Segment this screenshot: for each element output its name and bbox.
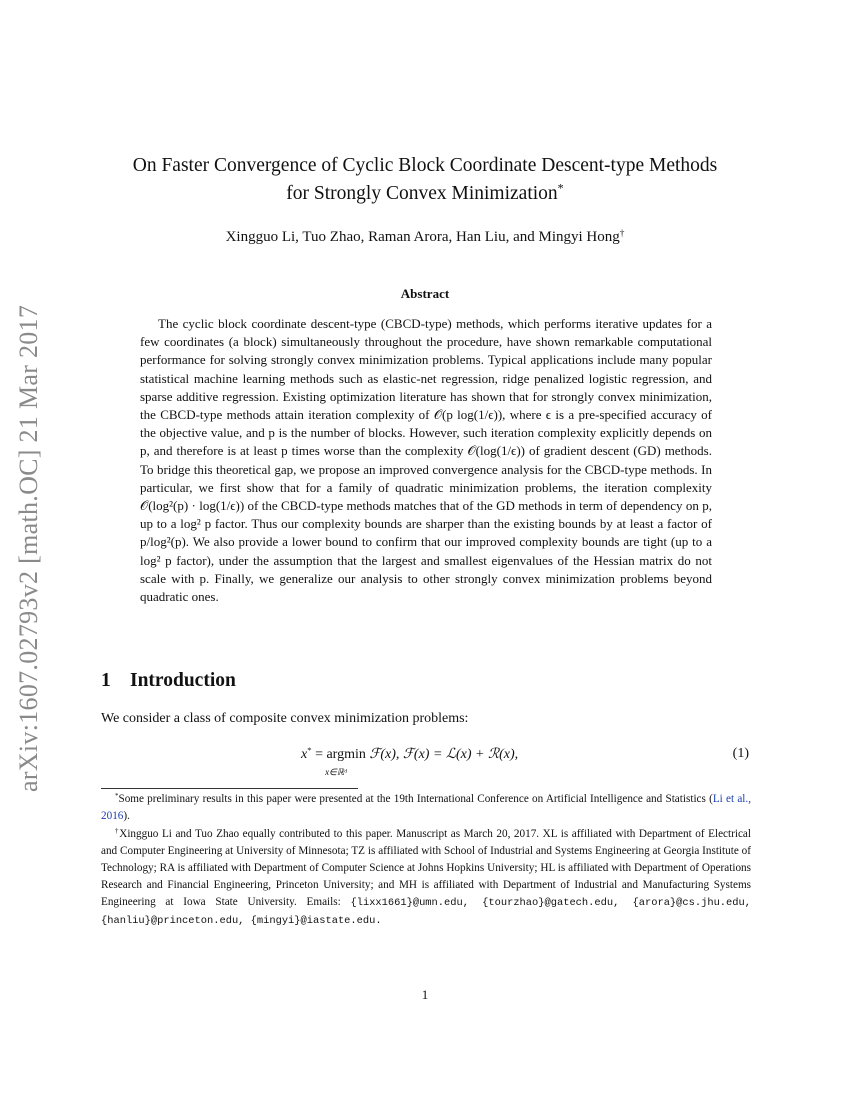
abstract-heading: Abstract [400,286,450,301]
equation-subscript: x∈ℝᵈ [325,767,347,777]
title-line-2-text: for Strongly Convex Minimization [286,183,558,204]
section-number: 1 [101,670,111,691]
abstract-body: The cyclic block coordinate descent-type (CBCD-type) methods, which performs iterative updates for a few coordinates (a block) simultaneously throughout the procedure, have shown remarkable computational performance for solving strongly convex minimization problems. Typical applications include many popular statistical machine learning methods such as elastic-net regression, ridge penalized logistic regression, and sparse additive regression. Existing optimization literature has shown that for strongly convex minimization, the CBCD-type methods attain iteration complexity of 𝒪(p log(1/ϵ)), where ϵ is a pre-specified accuracy of the objective value, and p is the number of blocks. However, such iteration complexity explicitly depends on p, and therefore is at least p times worse than the complexity 𝒪(log(1/ϵ)) of gradient descent (GD) methods. To bridge this theoretical gap, we propose an improved convergence analysis for the CBCD-type methods. In particular, we first show that for a family of quadratic minimization problems, the iteration complexity 𝒪(log²(p) · log(1/ϵ)) of the CBCD-type methods matches that of the GD methods in term of dependency on p, up to a log² p factor. Thus our complexity bounds are sharper than the existing bounds by at least a factor of p/log²(p). We also provide a lower bound to confirm that our improved complexity bounds are tight (up to a log² p factor), under the assumption that the largest and smallest eigenvalues of the Hessian matrix do not scale with p. Finally, we generalize our analysis to other strongly convex minimization problems beyond quadratic ones. [140,316,712,605]
equation-lhs-sup: * [307,745,312,756]
intro-paragraph: We consider a class of composite convex minimization problems: [101,711,469,726]
footnote-1 [101,791,751,825]
section-heading-introduction [101,670,236,692]
footnote-2-text: Xingguo Li and Tuo Zhao equally contributed to this paper. Manuscript as March 20, 2017. XL is affiliated with Department of Electrical and Computer Engineering at University of Minnesota; TZ is affiliated with School of Industrial and Systems Engineering at Georgia Institute of Technology; RA is affiliated with Department of Computer Science at Johns Hopkins University; HL is affiliated with Department of Operations Research and Financial Engineering, Princeton University; and MH is affiliated with Department of Industrial and Manufacturing Systems Engineering at Iowa State University. Emails: [101,828,752,908]
equation-1 [301,745,519,777]
title-line-2 [0,180,850,208]
footnote-1-end: ). [123,810,130,822]
equation-lhs: x [301,747,308,762]
footnote-2 [101,826,751,930]
equation-number: (1) [732,746,749,761]
footnote-1-mark: * [115,792,119,801]
title-footnote-mark[interactable]: * [557,181,564,196]
equation-argmin-text: = argmin [315,747,366,762]
equation-argmin [315,747,366,777]
citation-link-li-2016[interactable]: Li et al., 2016 [101,793,751,822]
page-number: 1 [421,987,429,1002]
author-emails: {lixx1661}@umn.edu, {tourzhao}@gatech.edu, {arora}@cs.jhu.edu, {hanliu}@princeton.edu, {mingyi}@iastate.edu. [101,897,751,927]
author-names: Xingguo Li, Tuo Zhao, Raman Arora, Han Liu, and Mingyi Hong [225,229,620,245]
author-footnote-mark[interactable]: † [619,228,625,239]
title-line-1: On Faster Convergence of Cyclic Block Coordinate Descent-type Methods [132,155,718,176]
footnote-2-mark: † [115,827,120,836]
arxiv-identifier-stamp: arXiv:1607.02793v2 [math.OC] 21 Mar 2017 [14,304,43,792]
footnote-1-text: Some preliminary results in this paper were presented at the 19th International Conference on Artificial Intelligence and Statistics ( [118,793,713,805]
author-list [0,229,850,246]
section-title: Introduction [130,670,236,691]
footnote-divider [101,788,358,789]
footnotes [101,791,751,930]
equation-rhs: ℱ(x), ℱ(x) = ℒ(x) + ℛ(x), [369,747,519,762]
paper-title [0,152,850,208]
